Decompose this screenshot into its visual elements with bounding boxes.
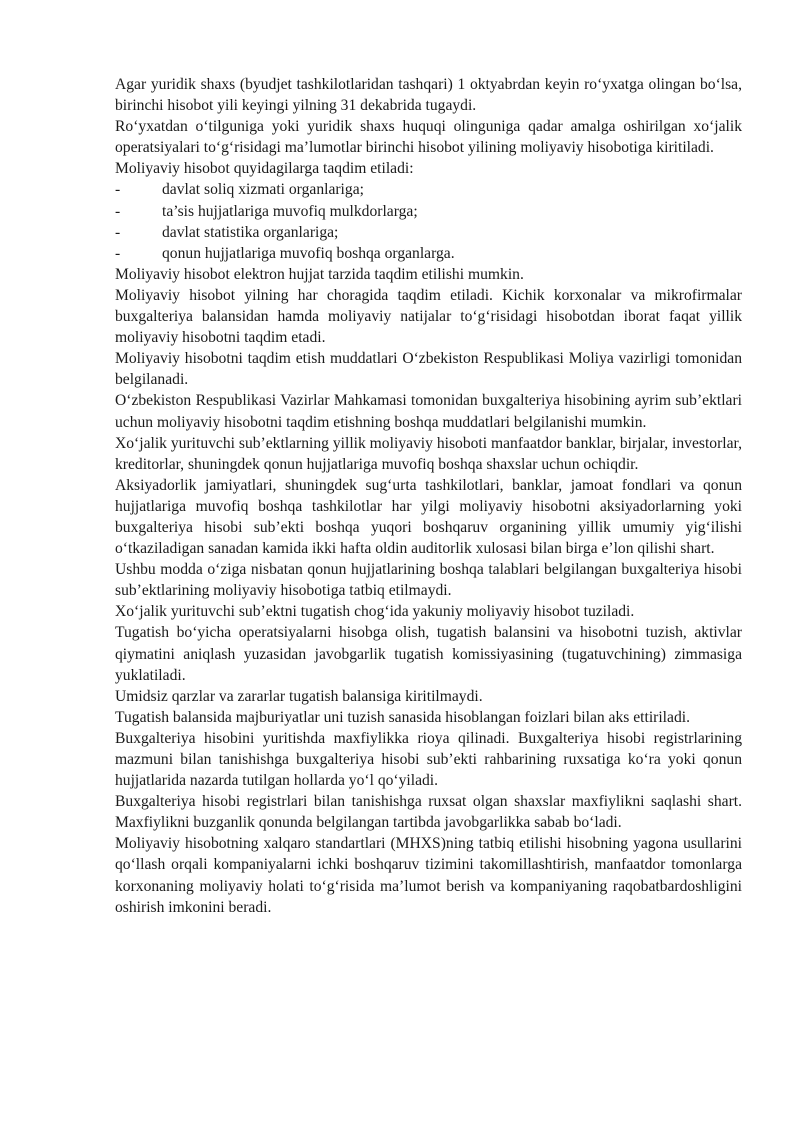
paragraph: Ro‘yxatdan o‘tilguniga yoki yuridik shaxs huquqi olinguniga qadar amalga oshirilgan xo‘jalik operatsiyalari to‘g‘risidagi ma’lumotlar birinchi hisobot yilining moliyaviy hisobotiga kiritiladi. — [115, 118, 742, 157]
paragraph: Tugatish balansida majburiyatlar uni tuzish sanasida hisoblangan foizlari bilan aks ettiriladi. — [115, 708, 690, 726]
document-page — [115, 74, 742, 918]
paragraph: Moliyaviy hisobotning xalqaro standartlari (MHXS)ning tatbiq etilishi hisobning yagona usullarini qo‘llash orqali kompaniyalarni ichki boshqaruv tizimini takomillashtirish, manfaatdor tomonlarga korxonaning moliyaviy holati to‘g‘risida ma’lumot berish va kompaniyaning raqobatbardoshligini oshirish imkonini beradi. — [115, 835, 742, 916]
paragraph: Umidsiz qarzlar va zararlar tugatish balansiga kiritilmaydi. — [115, 687, 483, 705]
list-dash: - — [115, 244, 121, 262]
list-item — [115, 243, 742, 264]
paragraph: Aksiyadorlik jamiyatlari, shuningdek sug‘urta tashkilotlari, banklar, jamoat fondlari va qonun hujjatlariga muvofiq boshqa tashkilotlar har yilgi moliyaviy hisobotni aksiyadorlarning yoki buxgalteriya hisobi sub’ekti boshqa yuqori boshqaruv organining yillik umumiy yig‘ilishi o‘tkaziladigan sanadan kamida ikki hafta oldin auditorlik xulosasi bilan birga e’lon qilishi shart. — [115, 476, 742, 558]
paragraph: Xo‘jalik yurituvchi sub’ektni tugatish chog‘ida yakuniy moliyaviy hisobot tuziladi. — [115, 603, 635, 621]
paragraph: Agar yuridik shaxs (byudjet tashkilotlaridan tashqari) 1 oktyabrdan keyin ro‘yxatga olingan bo‘lsa, birinchi hisobot yili keyingi yilning 31 dekabrida tugaydi. — [115, 76, 742, 115]
list-item-text: davlat soliq xizmati organlariga; — [162, 181, 364, 199]
list-dash: - — [115, 223, 121, 241]
paragraph: Tugatish bo‘yicha operatsiyalarni hisobga olish, tugatish balansini va hisobotni tuzish, aktivlar qiymatini aniqlash yuzasidan javobgarlik tugatish komissiyasining (tugatuvchining) zimmasiga yuklatiladi. — [115, 624, 742, 684]
paragraph: O‘zbekiston Respublikasi Vazirlar Mahkamasi tomonidan buxgalteriya hisobining ayrim sub’ektlari uchun moliyaviy hisobotni taqdim etishning boshqa muddatlari belgilanishi mumkin. — [115, 392, 742, 431]
paragraph: Moliyaviy hisobot quyidagilarga taqdim etiladi: — [115, 160, 414, 178]
paragraph: Xo‘jalik yurituvchi sub’ektlarning yillik moliyaviy hisoboti manfaatdor banklar, birjalar, investorlar, kreditorlar, shuningdek qonun hujjatlariga muvofiq boshqa shaxslar uchun ochiqdir. — [115, 434, 742, 473]
paragraph: Buxgalteriya hisobi registrlari bilan tanishishga ruxsat olgan shaxslar maxfiylikni saqlashi shart. Maxfiylikni buzganlik qonunda belgilangan tartibda javobgarlikka sabab bo‘ladi. — [115, 793, 742, 832]
list-item — [115, 222, 742, 243]
list-dash: - — [115, 181, 121, 199]
paragraph: Moliyaviy hisobotni taqdim etish muddatlari O‘zbekiston Respublikasi Moliya vazirligi tomonidan belgilanadi. — [115, 350, 742, 389]
paragraph: Moliyaviy hisobot yilning har choragida taqdim etiladi. Kichik korxonalar va mikrofirmalar buxgalteriya balansidan hamda moliyaviy natijalar to‘g‘risidagi hisobotdan iborat faqat yillik moliyaviy hisobotni taqdim etadi. — [115, 286, 742, 347]
list-item — [115, 201, 742, 222]
paragraph: Buxgalteriya hisobini yuritishda maxfiylikka rioya qilinadi. Buxgalteriya hisobi registrlarining mazmuni bilan tanishishga buxgalteriya hisobi sub’ekti rahbarining ruxsatiga ko‘ra yoki qonun hujjatlarida nazarda tutilgan hollarda yo‘l qo‘yiladi. — [115, 729, 742, 790]
list-item-text: ta’sis hujjatlariga muvofiq mulkdorlarga; — [162, 202, 418, 220]
list-dash: - — [115, 202, 121, 220]
list-item-text: davlat statistika organlariga; — [162, 223, 339, 241]
list-item-text: qonun hujjatlariga muvofiq boshqa organlarga. — [162, 244, 455, 262]
list-item — [115, 179, 742, 200]
paragraph: Moliyaviy hisobot elektron hujjat tarzida taqdim etilishi mumkin. — [115, 265, 524, 283]
paragraph: Ushbu modda o‘ziga nisbatan qonun hujjatlarining boshqa talablari belgilangan buxgalteriya hisobi sub’ektlarining moliyaviy hisobotiga tatbiq etilmaydi. — [115, 561, 742, 600]
